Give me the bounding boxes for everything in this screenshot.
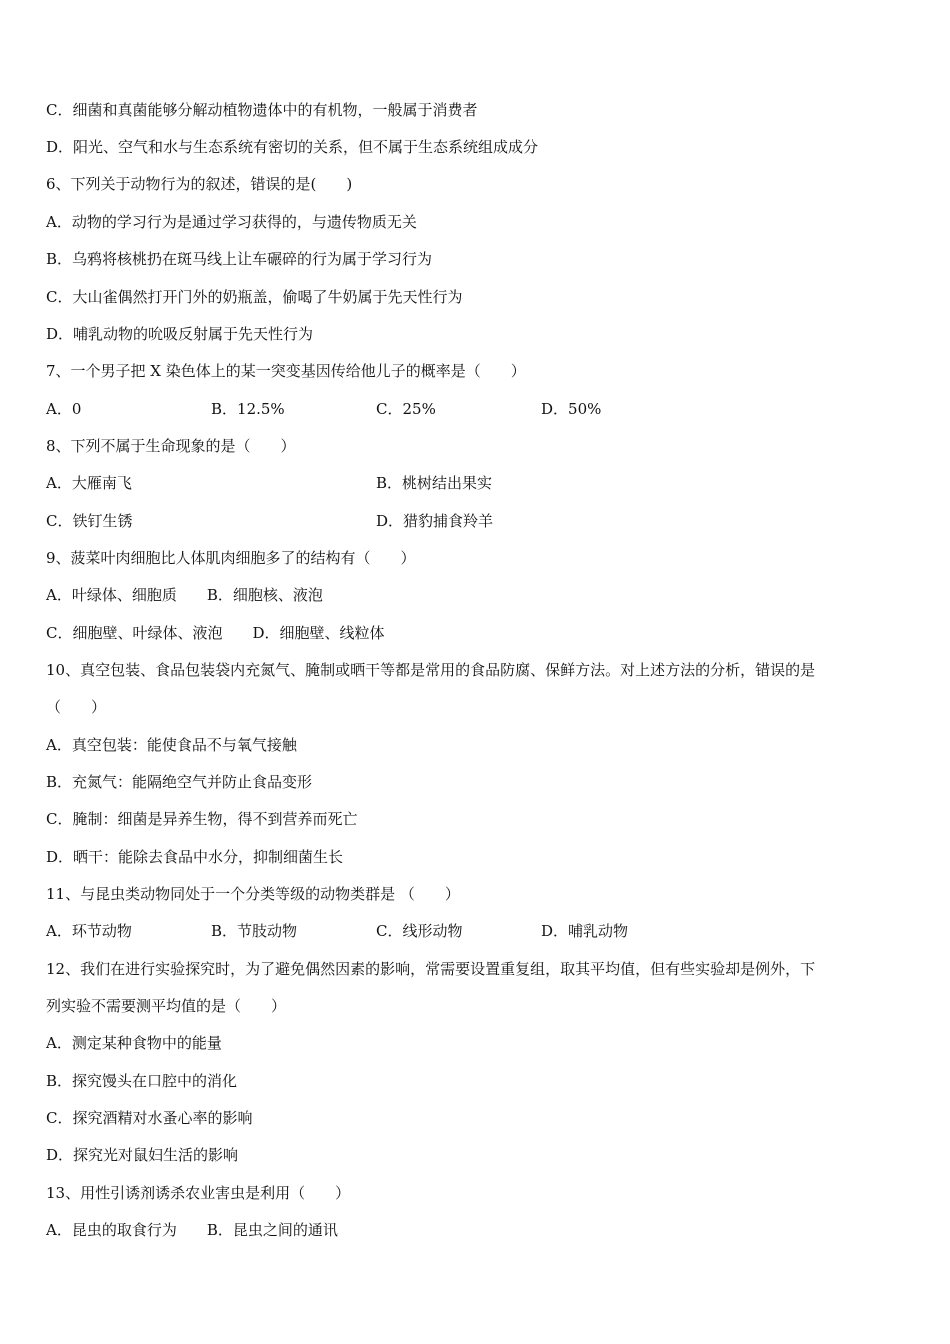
q8-options-row-1 [0,473,950,493]
q6-option-c: C．大山雀偶然打开门外的奶瓶盖，偷喝了牛奶属于先天性行为 [46,288,463,306]
q7-stem: 7、一个男子把 X 染色体上的某一突变基因传给他儿子的概率是（ ） [46,362,526,380]
q6-option-a: A．动物的学习行为是通过学习获得的，与遗传物质无关 [46,213,417,231]
q7-option-d: D．50% [541,400,602,418]
q8-option-c: C．铁钉生锈 [46,512,133,530]
q7-option-b: B．12.5% [211,400,285,418]
q5-option-d: D．阳光、空气和水与生态系统有密切的关系，但不属于生态系统组成成分 [46,138,539,156]
q12-stem-line-1: 12、我们在进行实验探究时，为了避免偶然因素的影响，常需要设置重复组，取其平均值，但有些实验却是例外，下 [46,960,816,978]
q7-options-row [0,399,950,419]
q13-stem: 13、用性引诱剂诱杀农业害虫是利用（ ） [46,1184,351,1202]
q7-option-c: C．25% [376,400,436,418]
q5-option-c: C．细菌和真菌能够分解动植物遗体中的有机物，一般属于消费者 [46,101,478,119]
q12-option-a: A．测定某种食物中的能量 [46,1034,222,1052]
q9-options-line-1: A．叶绿体、细胞质 B．细胞核、液泡 [46,586,323,604]
q8-option-d: D．猎豹捕食羚羊 [376,512,494,530]
q12-option-b: B．探究馒头在口腔中的消化 [46,1072,238,1090]
q10-option-b: B．充氮气：能隔绝空气并防止食品变形 [46,773,313,791]
q11-options-row [0,921,950,941]
q12-option-c: C．探究酒精对水蚤心率的影响 [46,1109,253,1127]
q6-option-d: D．哺乳动物的吮吸反射属于先天性行为 [46,325,314,343]
q10-stem-line-1: 10、真空包装、食品包装袋内充氮气、腌制或晒干等都是常用的食品防腐、保鲜方法。对上述方法的分析，错误的是 [46,661,816,679]
q13-options-line-1: A．昆虫的取食行为 B．昆虫之间的通讯 [46,1221,338,1239]
q10-option-d: D．晒干：能除去食品中水分，抑制细菌生长 [46,848,344,866]
q9-options-line-2: C．细胞壁、叶绿体、液泡 D．细胞壁、线粒体 [46,624,385,642]
q9-stem: 9、菠菜叶肉细胞比人体肌肉细胞多了的结构有（ ） [46,549,416,567]
q11-option-b: B．节肢动物 [211,922,298,940]
q11-stem: 11、与昆虫类动物同处于一个分类等级的动物类群是 （ ） [46,885,460,903]
q11-option-a: A．环节动物 [46,922,132,940]
q11-option-d: D．哺乳动物 [541,922,629,940]
q10-stem-line-2: （ ） [46,698,107,716]
q12-stem-line-2: 列实验不需要测平均值的是（ ） [46,997,287,1015]
q7-option-a: A．0 [46,400,82,418]
q8-options-row-2 [0,511,950,531]
q8-stem: 8、下列不属于生命现象的是（ ） [46,437,296,455]
q12-option-d: D．探究光对鼠妇生活的影响 [46,1146,239,1164]
q8-option-a: A．大雁南飞 [46,474,132,492]
q6-option-b: B．乌鸦将核桃扔在斑马线上让车碾碎的行为属于学习行为 [46,250,433,268]
q10-option-c: C．腌制：细菌是异养生物，得不到营养而死亡 [46,810,358,828]
q6-stem: 6、下列关于动物行为的叙述，错误的是( ) [46,175,353,193]
q11-option-c: C．线形动物 [376,922,463,940]
q10-option-a: A．真空包装：能使食品不与氧气接触 [46,736,297,754]
q8-option-b: B．桃树结出果实 [376,474,493,492]
